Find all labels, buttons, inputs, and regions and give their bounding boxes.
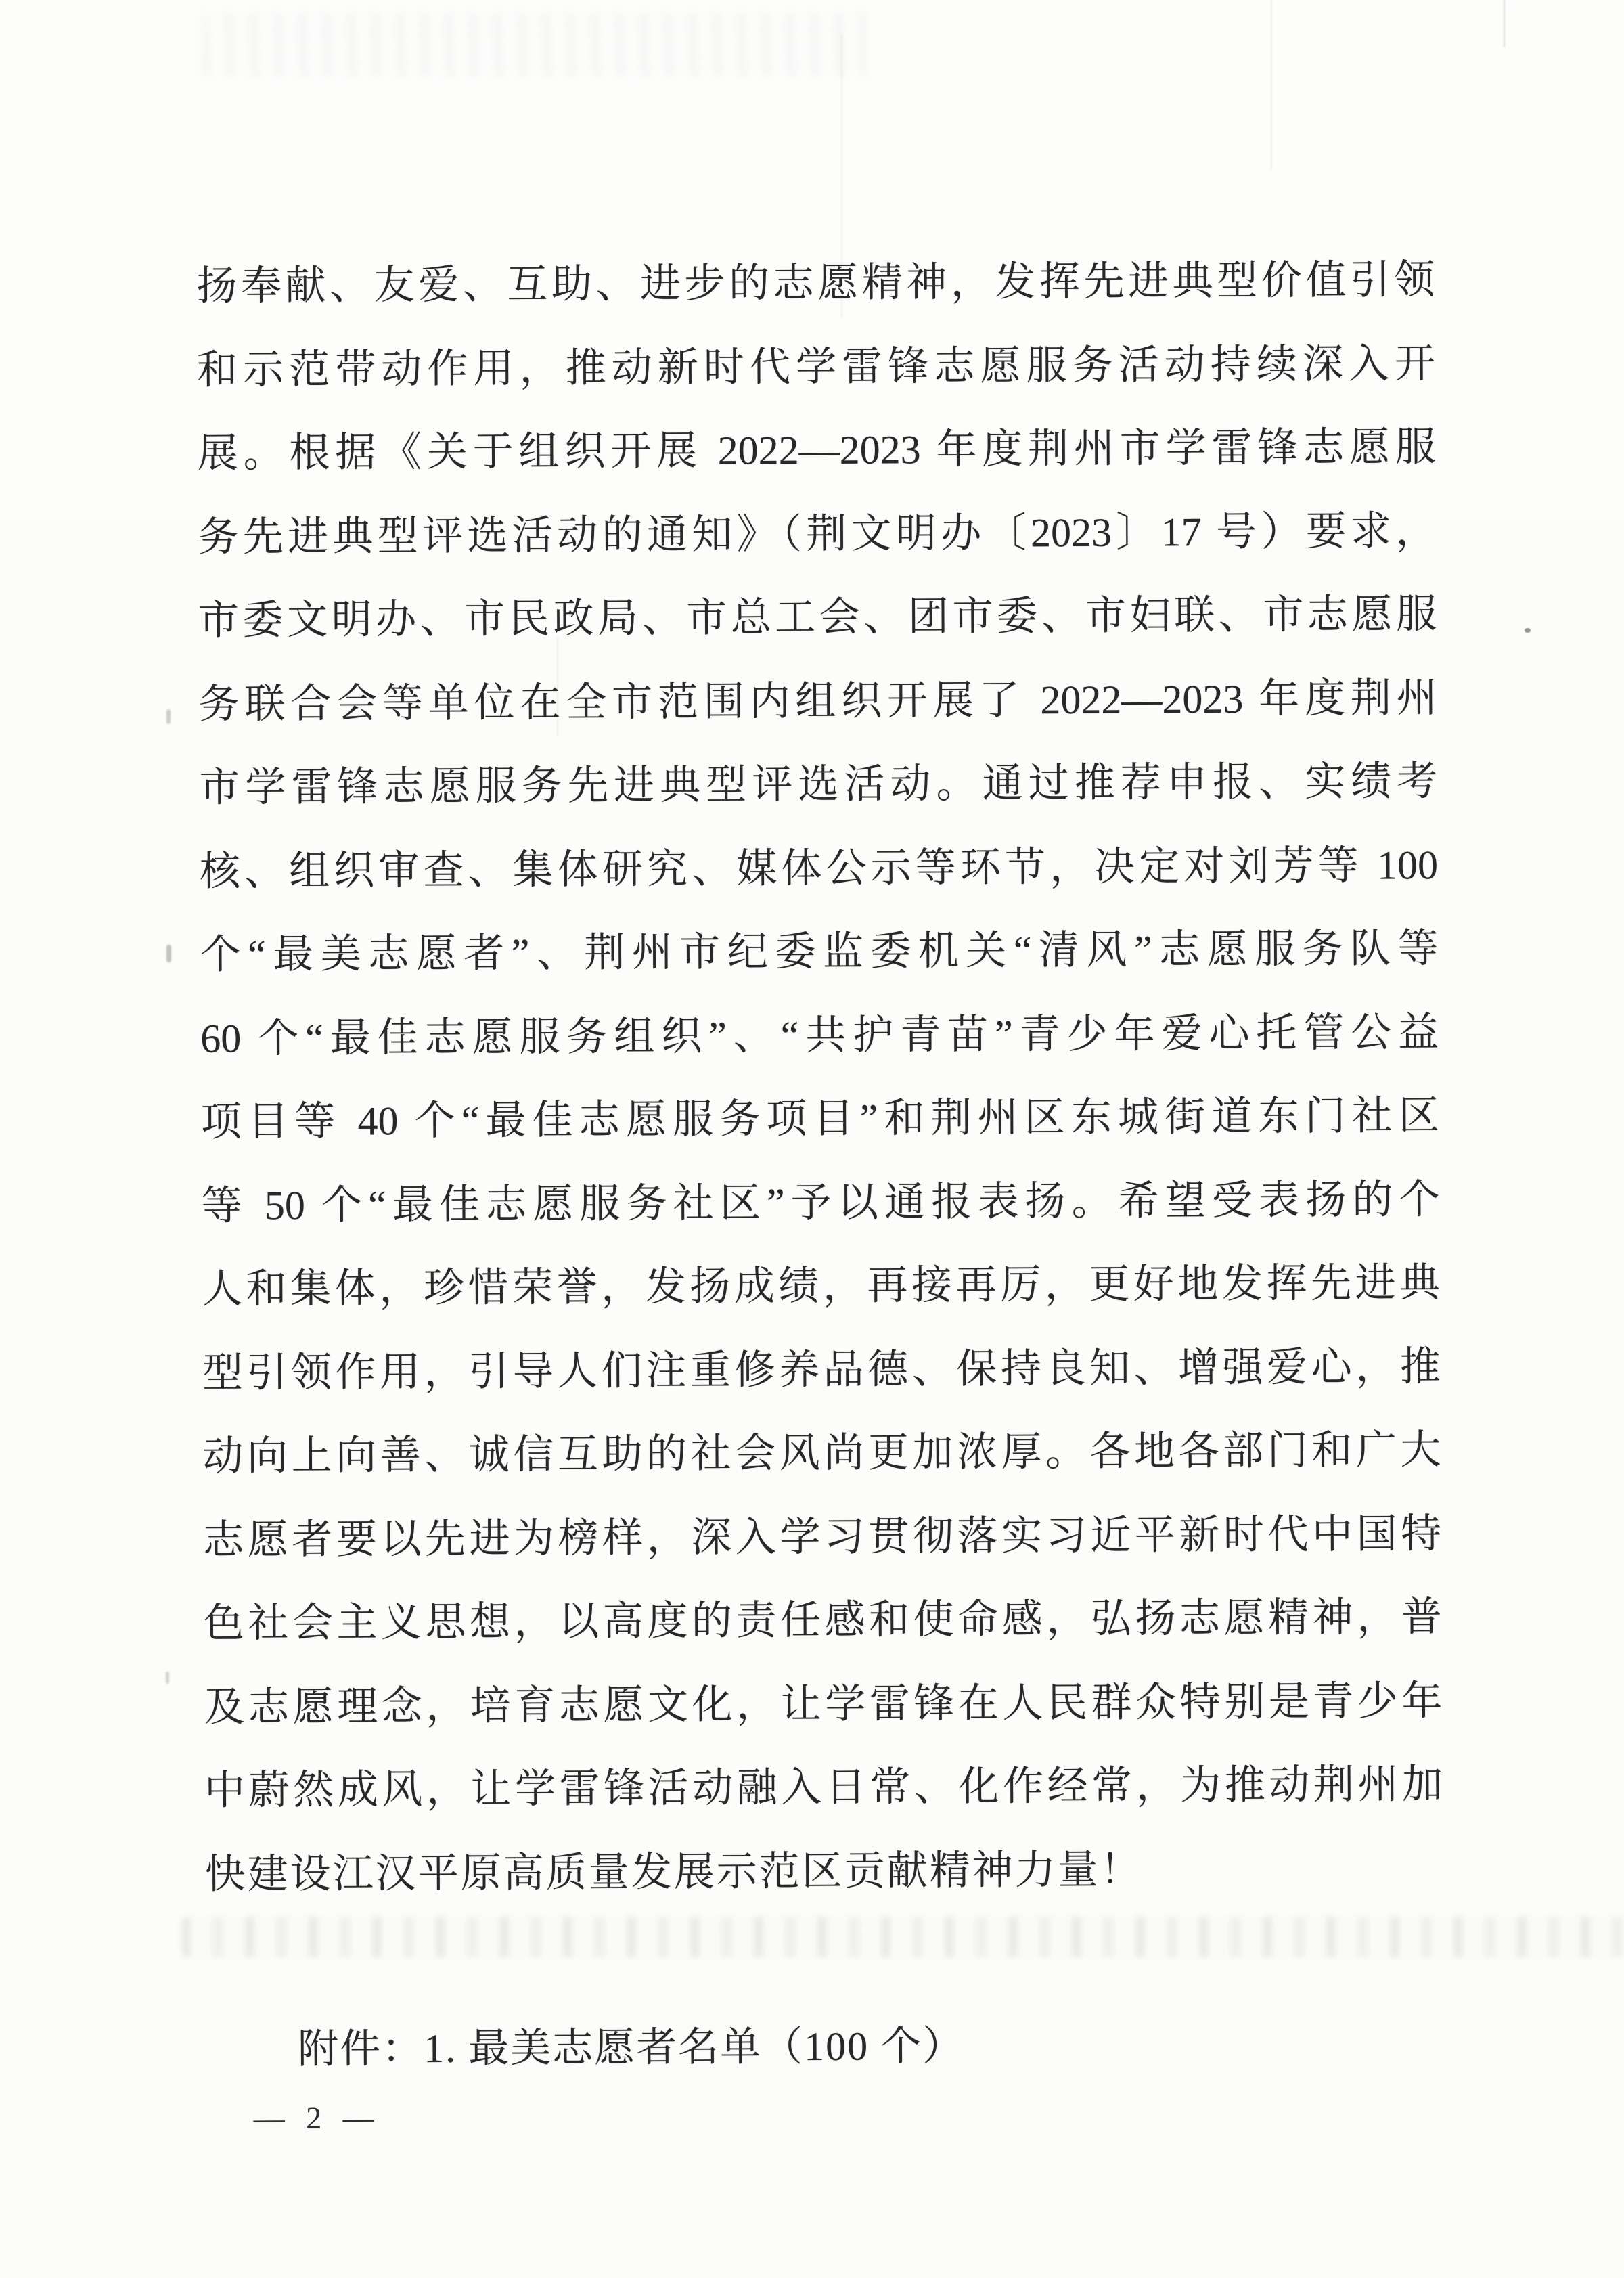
body-line-18: 及志愿理念，培育志愿文化，让学雷锋在人民群众特别是青少年 [204, 1678, 1443, 1730]
scan-speck [1525, 628, 1531, 633]
body-line-4: 务先进典型评选活动的通知》（荆文明办〔2023〕17 号）要求， [198, 508, 1437, 560]
body-line-11: 项目等 40 个“最佳志愿服务项目”和荆州区东城街道东门社区 [200, 1093, 1440, 1144]
attachment-line: 附件：1. 最美志愿者名单（100 个） [297, 2023, 965, 2072]
scan-speck [166, 1672, 169, 1684]
body-line-17: 色社会主义思想，以高度的责任感和使命感，弘扬志愿精神，普 [203, 1594, 1442, 1646]
body-line-12: 等 50 个“最佳志愿服务社区”予以通报表扬。希望受表扬的个 [201, 1176, 1440, 1228]
body-line-19: 中蔚然成风，让学雷锋活动融入日常、化作经常，为推动荆州加 [204, 1762, 1443, 1813]
body-line-2: 和示范带动作用，推动新时代学雷锋志愿服务活动持续深入开 [196, 340, 1436, 393]
document-text-block [196, 238, 1445, 2139]
scan-speck [166, 945, 171, 962]
scan-hairline [1271, 0, 1272, 169]
body-line-7: 市学雷锋志愿服务先进典型评选活动。通过推荐申报、实绩考 [199, 759, 1438, 810]
scan-hairline [1504, 0, 1505, 47]
body-line-16: 志愿者要以先进为榜样，深入学习贯彻落实习近平新时代中国特 [202, 1511, 1442, 1563]
body-line-3: 展。根据《关于组织开展 2022—2023 年度荆州市学雷锋志愿服 [197, 424, 1436, 476]
body-line-8: 核、组织审查、集体研究、媒体公示等环节，决定对刘芳等 100 [199, 842, 1439, 894]
body-line-15: 动向上向善、诚信互助的社会风尚更加浓厚。各地各部门和广大 [202, 1427, 1441, 1479]
body-line-13: 人和集体，珍惜荣誉，发扬成绩，再接再厉，更好地发挥先进典 [202, 1260, 1441, 1312]
scan-speck [166, 709, 171, 724]
body-line-1: 扬奉献、友爱、互助、进步的志愿精神，发挥先进典型价值引领 [196, 257, 1435, 309]
page-number: — 2 — [253, 2099, 381, 2135]
body-line-9: 个“最美志愿者”、荆州市纪委监委机关“清风”志愿服务队等 [200, 926, 1439, 977]
body-line-6: 务联合会等单位在全市范围内组织开展了 2022—2023 年度荆州 [198, 675, 1437, 727]
body-line-5: 市委文明办、市民政局、市总工会、团市委、市妇联、市志愿服 [198, 591, 1437, 643]
body-line-10: 60 个“最佳志愿服务组织”、“共护青苗”青少年爱心托管公益 [200, 1009, 1439, 1061]
body-line-20: 快建设江汉平原高质量发展示范区贡献精神力量！ [204, 1847, 1143, 1897]
scan-smudge-top [203, 12, 866, 76]
body-line-14: 型引领作用，引导人们注重修养品德、保持良知、增强爱心，推 [202, 1343, 1441, 1395]
